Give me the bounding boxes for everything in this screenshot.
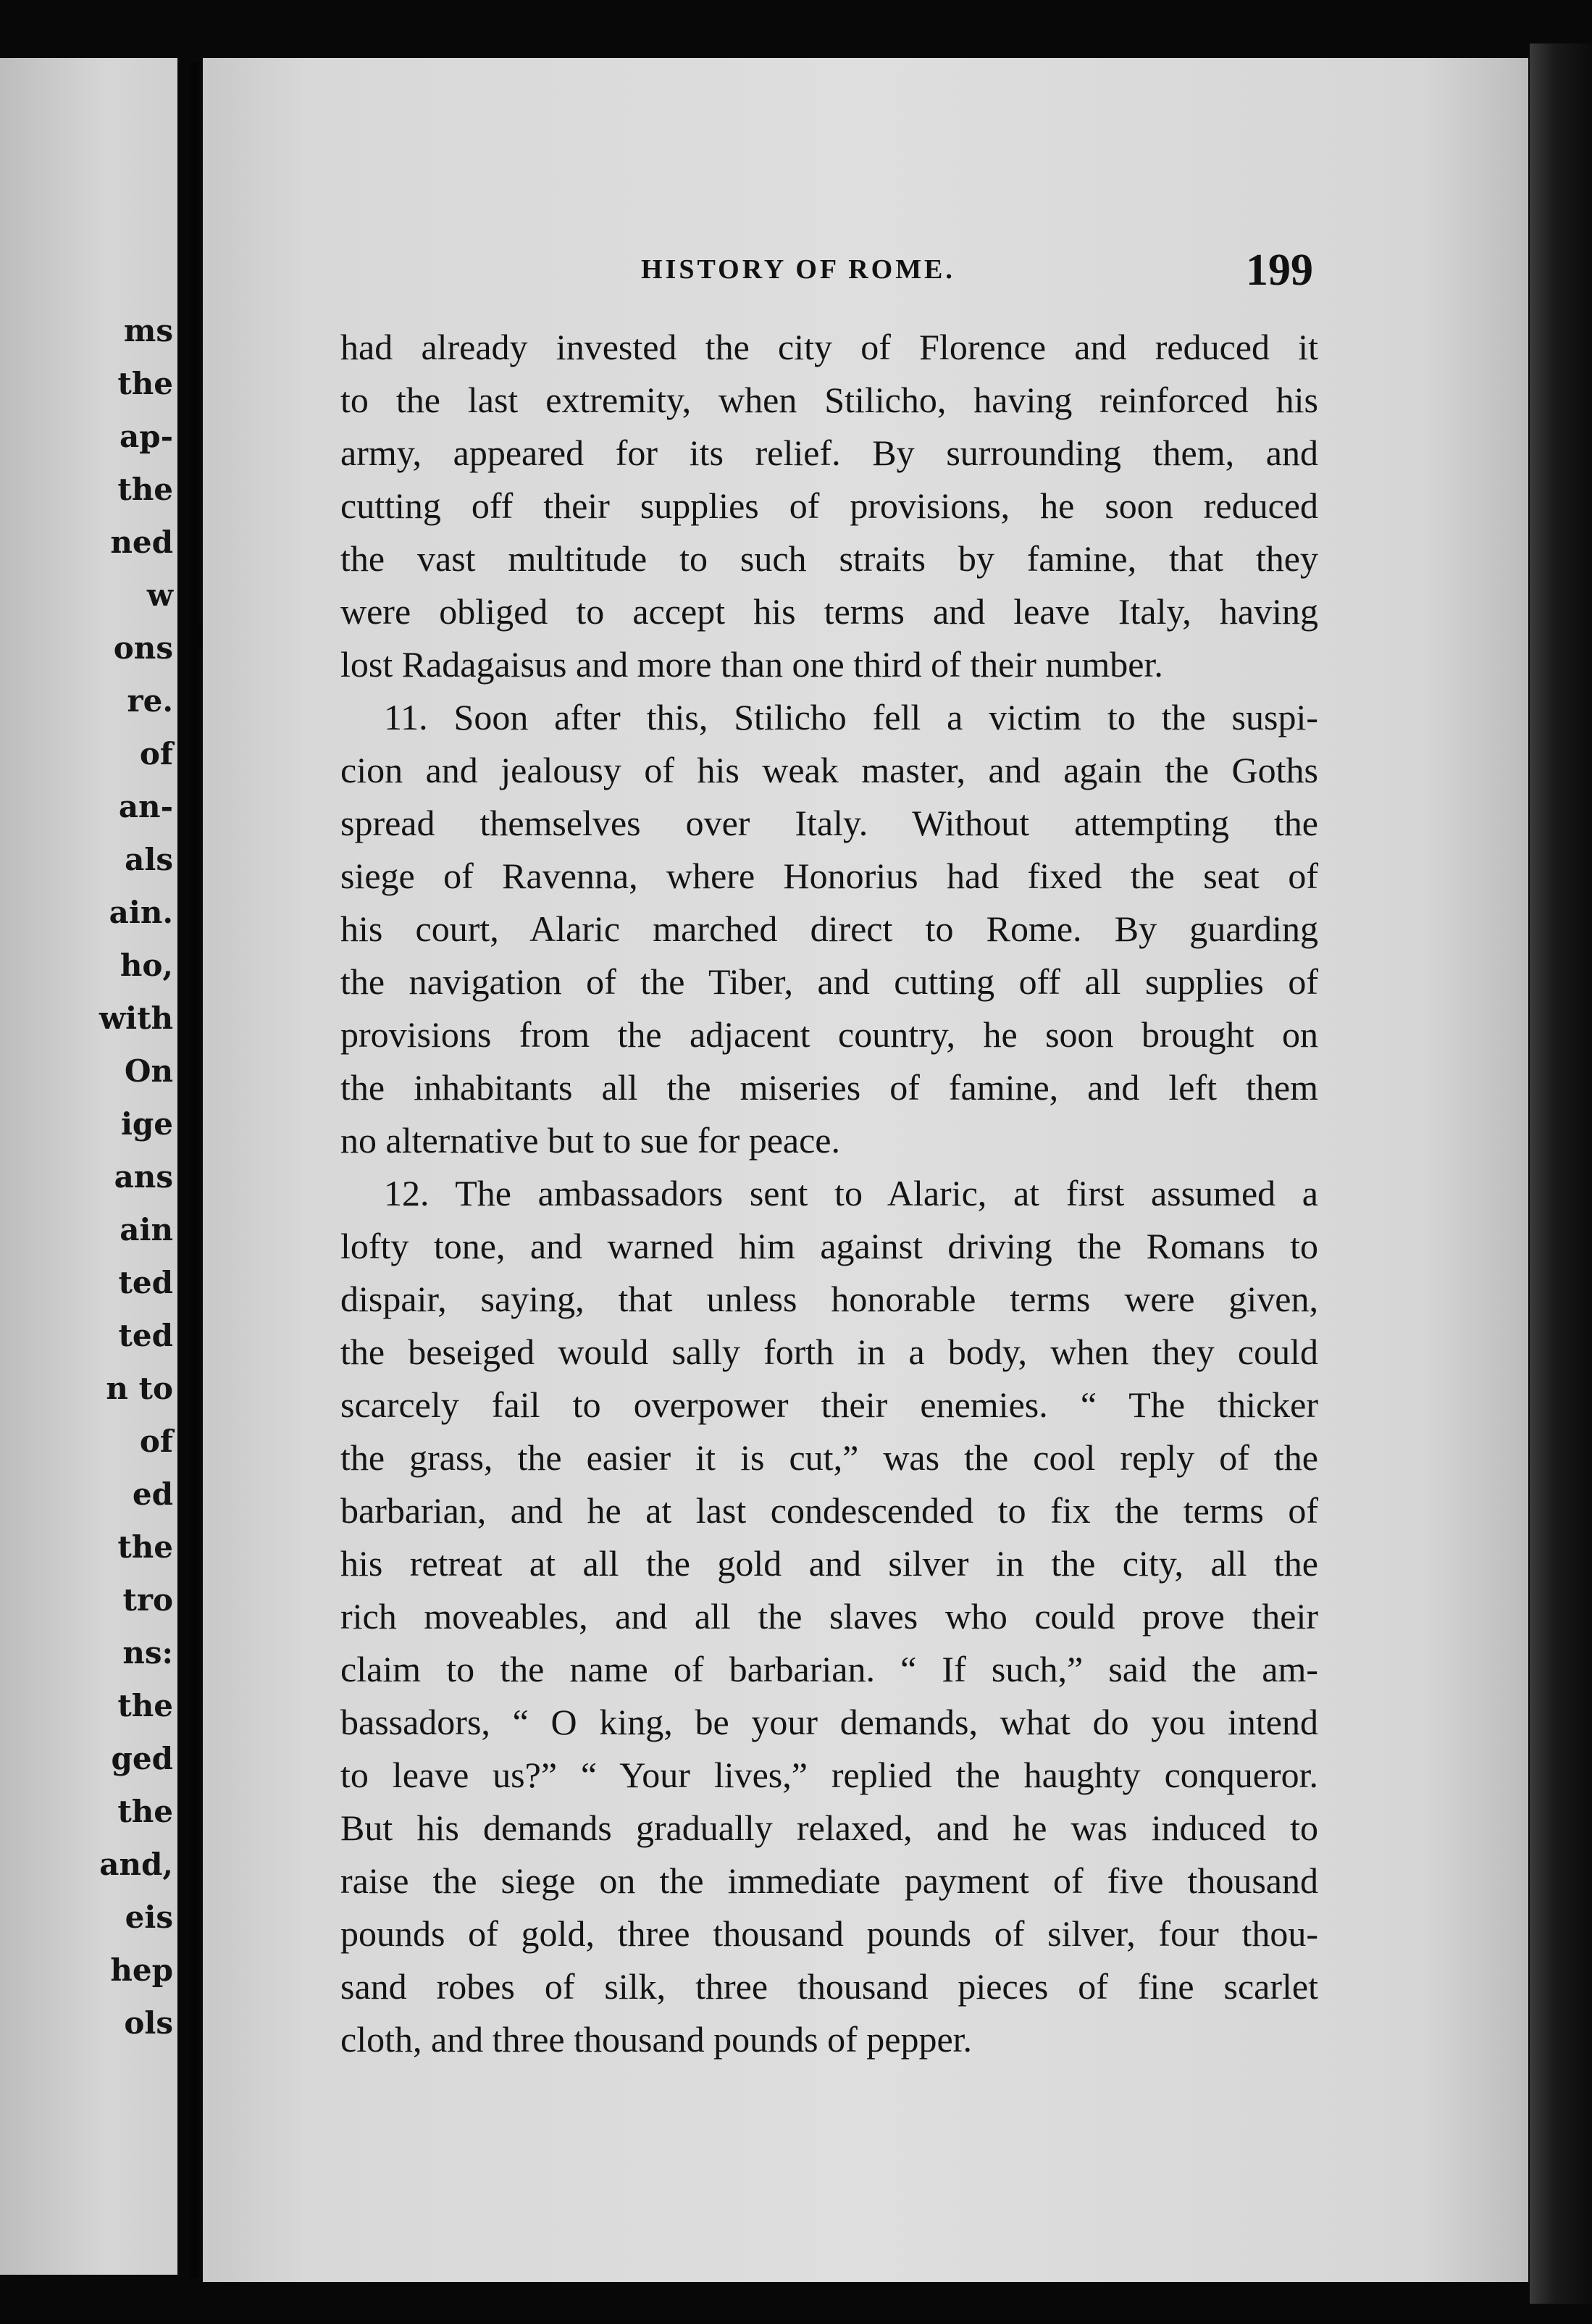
facing-page-word: the	[117, 1688, 173, 1723]
text-line: 11. Soon after this, Stilicho fell a victim to the suspi-	[384, 697, 1318, 737]
facing-page-word: the	[117, 366, 173, 401]
text-line: the beseiged would sally forth in a body, when they could	[340, 1332, 1318, 1372]
facing-page-line-ends	[0, 304, 177, 2049]
facing-page-word: ain	[120, 1212, 173, 1247]
text-line: raise the siege on the immediate payment of five thousand	[340, 1860, 1318, 1901]
text-line: sand robes of silk, three thousand pieces of fine scarlet	[340, 1966, 1318, 2007]
text-line: rich moveables, and all the slaves who could prove their	[340, 1596, 1318, 1637]
facing-page-word: ain.	[109, 895, 173, 930]
facing-page-word: ons	[113, 630, 173, 666]
text-line: spread themselves over Italy. Without attempting the	[340, 803, 1318, 843]
text-line: army, appeared for its relief. By surrounding them, and	[340, 432, 1318, 473]
text-line: had already invested the city of Florence and reduced it	[340, 327, 1318, 367]
running-head: HISTORY OF ROME.	[641, 254, 955, 285]
text-line: to the last extremity, when Stilicho, having reinforced his	[340, 380, 1318, 420]
text-line: no alternative but to sue for peace.	[340, 1120, 840, 1161]
text-line: were obliged to accept his terms and leave Italy, having	[340, 591, 1318, 632]
facing-page-word: ted	[118, 1265, 173, 1300]
facing-page-word: with	[99, 1000, 173, 1036]
facing-page-word: tro	[122, 1582, 173, 1618]
facing-page-word: ed	[132, 1476, 173, 1512]
text-line: cion and jealousy of his weak master, and again the Goths	[340, 750, 1318, 790]
facing-page-word: an-	[118, 789, 173, 824]
text-line: provisions from the adjacent country, he soon brought on	[340, 1014, 1318, 1055]
facing-page-word: of	[139, 1424, 173, 1459]
text-line: siege of Ravenna, where Honorius had fixed the seat of	[340, 856, 1318, 896]
facing-page-word: ap-	[119, 419, 173, 454]
text-line: But his demands gradually relaxed, and he was induced to	[340, 1807, 1318, 1848]
body-text	[340, 326, 1318, 2071]
facing-page-fragment	[0, 58, 177, 2275]
text-line: barbarian, and he at last condescended to fix the terms of	[340, 1490, 1318, 1531]
facing-page-word: ans	[114, 1159, 173, 1195]
text-line: his court, Alaric marched direct to Rome. By guarding	[340, 908, 1318, 949]
facing-page-word: the	[117, 472, 173, 507]
page-number: 199	[1246, 246, 1313, 295]
text-line: bassadors, “ O king, be your demands, what do you intend	[340, 1702, 1318, 1742]
facing-page-word: the	[117, 1529, 173, 1565]
facing-page-word: ns:	[122, 1635, 173, 1671]
text-line: his retreat at all the gold and silver in the city, all the	[340, 1543, 1318, 1584]
facing-page-word: ige	[120, 1106, 173, 1142]
facing-page-word: ned	[110, 524, 173, 560]
text-line: dispair, saying, that unless honorable terms were given,	[340, 1279, 1318, 1319]
text-line: pounds of gold, three thousand pounds of silver, four thou-	[340, 1913, 1318, 1954]
text-line: lofty tone, and warned him against driving the Romans to	[340, 1226, 1318, 1266]
facing-page-word: of	[139, 736, 173, 772]
text-line: claim to the name of barbarian. “ If such,” said the am-	[340, 1649, 1318, 1689]
facing-page-word: als	[125, 842, 173, 877]
facing-page-word: the	[117, 1794, 173, 1829]
text-line: the inhabitants all the miseries of famine, and left them	[340, 1067, 1318, 1108]
facing-page-word: On	[124, 1053, 173, 1089]
text-line: the grass, the easier it is cut,” was the cool reply of the	[340, 1437, 1318, 1478]
facing-page-word: w	[146, 577, 173, 613]
facing-page-word: ho,	[120, 948, 173, 983]
text-line: cutting off their supplies of provisions, he soon reduced	[340, 485, 1318, 526]
facing-page-word: ged	[111, 1741, 173, 1776]
facing-page-word: n to	[106, 1371, 173, 1406]
gutter-line	[190, 62, 198, 2278]
facing-page-word: eis	[125, 1899, 173, 1935]
facing-page-word: ted	[118, 1318, 173, 1353]
text-line: the navigation of the Tiber, and cutting off all supplies of	[340, 961, 1318, 1002]
text-line: lost Radagaisus and more than one third of their number.	[340, 644, 1163, 685]
facing-page-word: hep	[110, 1952, 173, 1988]
page-edge-shadow	[1530, 43, 1592, 2304]
text-line: to leave us?” “ Your lives,” replied the haughty conqueror.	[340, 1755, 1318, 1795]
text-line: scarcely fail to overpower their enemies. “ The thicker	[340, 1384, 1318, 1425]
facing-page-word: re.	[127, 683, 173, 719]
facing-page-word: ols	[124, 2005, 173, 2041]
text-line: the vast multitude to such straits by famine, that they	[340, 538, 1318, 579]
facing-page-word: ms	[123, 313, 173, 348]
text-line: 12. The ambassadors sent to Alaric, at first assumed a	[384, 1173, 1318, 1213]
facing-page-word: and,	[99, 1847, 173, 1882]
text-line: cloth, and three thousand pounds of pepper.	[340, 2019, 973, 2060]
